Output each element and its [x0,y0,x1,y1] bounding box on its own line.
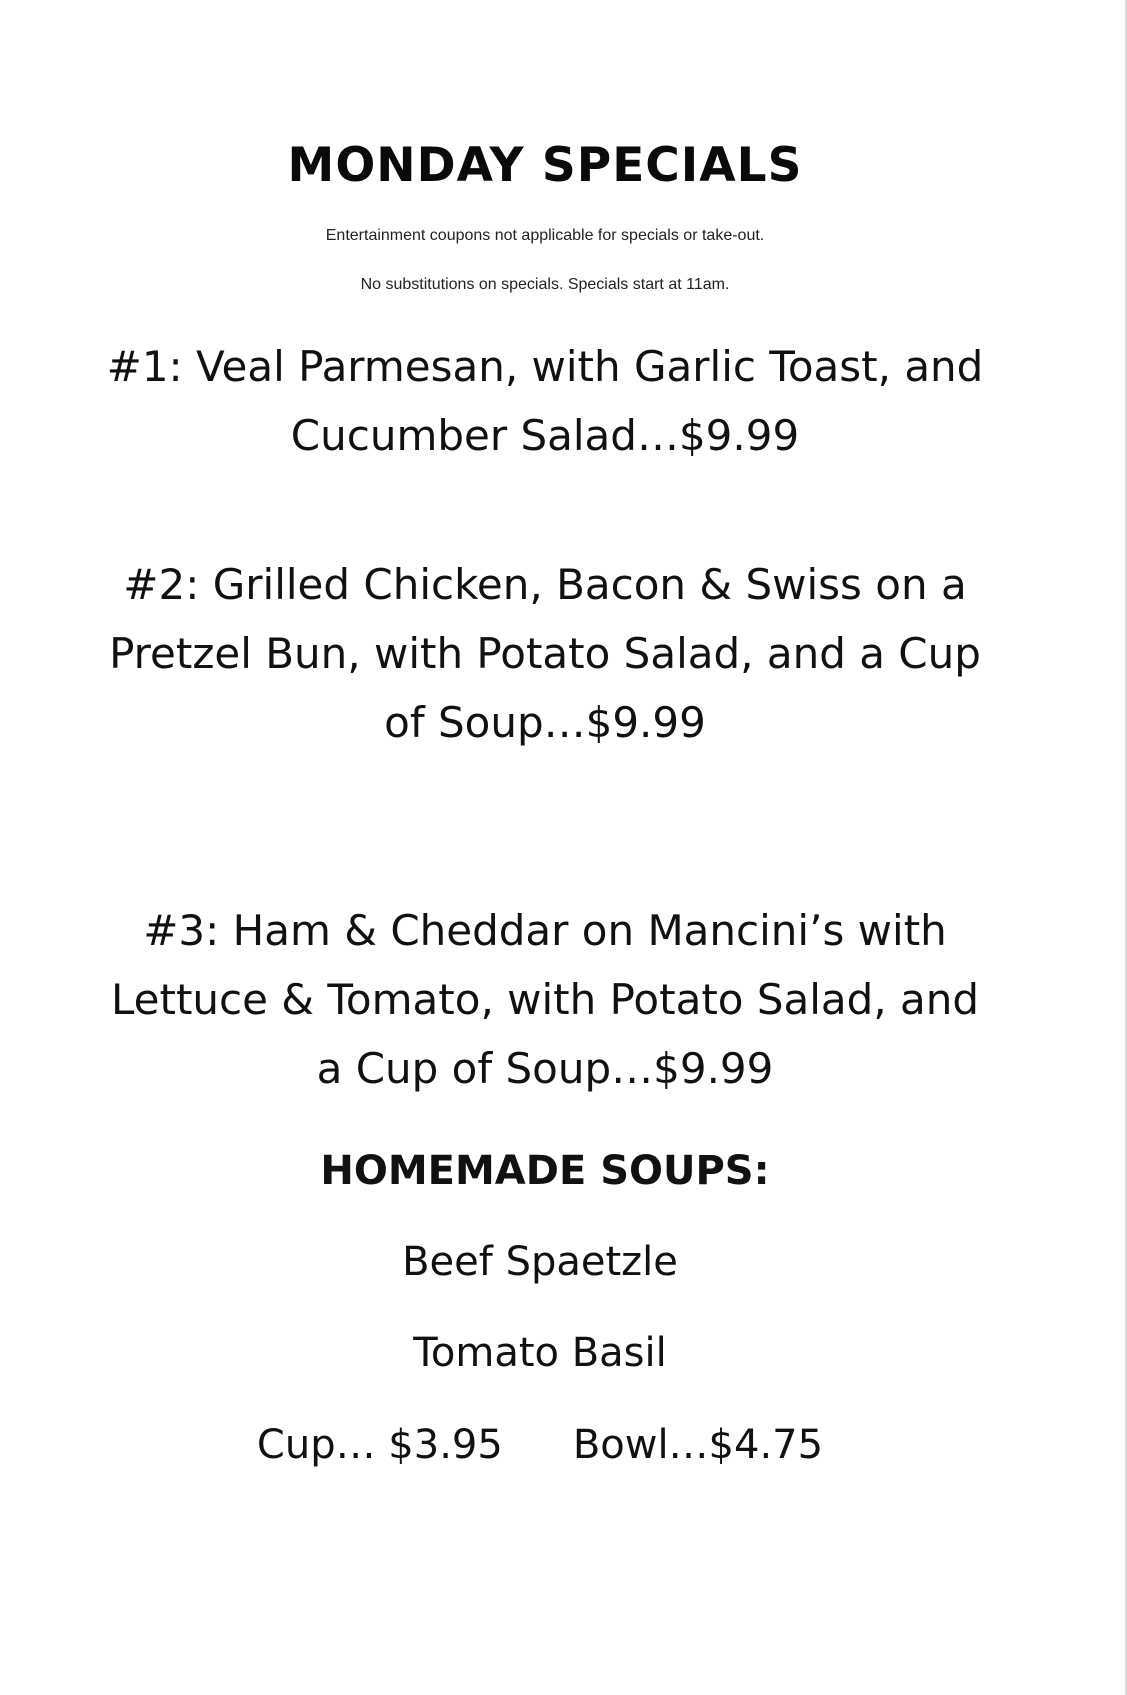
substitution-note: No substitutions on specials. Specials start at 11am. [360,276,730,293]
bowl-price: Bowl…$4.75 [572,1422,824,1468]
page-title: MONDAY SPECIALS [287,138,803,193]
soup-prices [0,1420,1080,1470]
special-item-2 [50,550,1040,757]
special-item-3 [50,896,1040,1103]
soup-item-tomato-basil: Tomato Basil [413,1330,667,1376]
special-2-line-1: #2: Grilled Chicken, Bacon & Swiss on a [123,560,967,609]
special-1-line-2: Cucumber Salad…$9.99 [290,411,800,460]
special-item-1 [50,332,1040,470]
special-3-line-3: a Cup of Soup…$9.99 [316,1044,774,1093]
special-2-line-3: of Soup…$9.99 [384,698,706,747]
coupon-note: Entertainment coupons not applicable for specials or take-out. [325,227,765,244]
special-2-line-2: Pretzel Bun, with Potato Salad, and a Cup [109,629,981,678]
cup-price: Cup… $3.95 [256,1422,503,1468]
special-1-line-1: #1: Veal Parmesan, with Garlic Toast, and [106,342,984,391]
soup-item-beef-spaetzle: Beef Spaetzle [402,1239,678,1285]
special-3-line-1: #3: Ham & Cheddar on Mancini’s with [143,906,947,955]
special-3-line-2: Lettuce & Tomato, with Potato Salad, and [110,975,980,1024]
soups-heading: HOMEMADE SOUPS: [320,1148,770,1194]
